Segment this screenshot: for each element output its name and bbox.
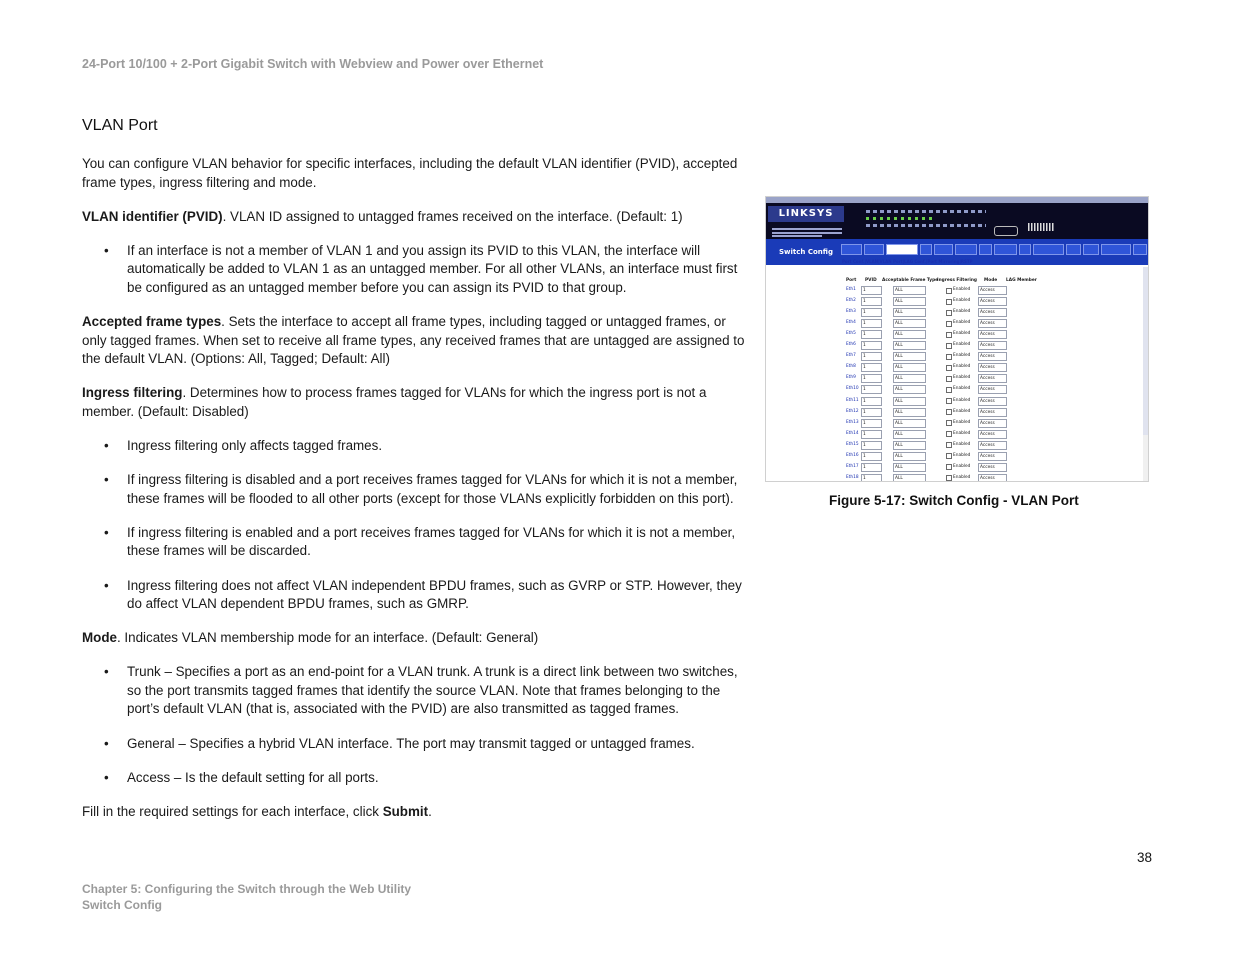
frame-type-select[interactable]: ALL bbox=[893, 352, 926, 361]
frame-type-select[interactable]: ALL bbox=[893, 297, 926, 306]
pvid-input[interactable]: 1 bbox=[861, 419, 882, 428]
port-cell: Eth10 bbox=[846, 386, 859, 392]
pvid-input[interactable]: 1 bbox=[861, 452, 882, 461]
accepted-description: . Sets the interface to accept all frame types, including tagged or untagged frames, or only tagged frames. When set to receive all frame types, any received frames that are untagged are assigned to the default VLAN. (Options: All, Tagged; Default: All) bbox=[82, 314, 745, 367]
mode-bullets bbox=[82, 663, 754, 787]
footer bbox=[82, 881, 411, 913]
ingress-checkbox[interactable] bbox=[946, 420, 952, 426]
mode-select[interactable]: Access bbox=[978, 385, 1007, 394]
ingress-checkbox[interactable] bbox=[946, 387, 952, 393]
footer-chapter: Chapter 5: Configuring the Switch through the Web Utility bbox=[82, 882, 412, 896]
accepted-paragraph bbox=[82, 313, 754, 369]
frame-type-select[interactable]: ALL bbox=[893, 419, 926, 428]
mode-select[interactable]: Access bbox=[978, 297, 1007, 306]
frame-type-select[interactable]: ALL bbox=[893, 397, 926, 406]
page-number: 38 bbox=[1137, 850, 1153, 865]
pvid-input[interactable]: 1 bbox=[861, 363, 882, 372]
ingress-checkbox[interactable] bbox=[946, 343, 952, 349]
table-row bbox=[846, 408, 1046, 417]
port-status-leds bbox=[866, 210, 986, 231]
ingress-label: Enabled bbox=[953, 386, 971, 392]
ingress-label: Enabled bbox=[953, 408, 971, 414]
list-item: • General – Specifies a hybrid VLAN interface. The port may transmit tagged or untagged frames. bbox=[82, 735, 754, 754]
port-cell: Eth5 bbox=[846, 331, 856, 337]
mode-select[interactable]: Access bbox=[978, 463, 1007, 472]
ingress-checkbox[interactable] bbox=[946, 376, 952, 382]
list-item: • If ingress filtering is enabled and a port receives frames tagged for VLANs for which it is not a member, these frames will be discarded. bbox=[104, 524, 736, 559]
ingress-description: . Determines how to process frames tagged for VLANs for which the ingress port is not a member. (Default: Disabled) bbox=[82, 385, 707, 419]
ingress-bullets bbox=[82, 437, 754, 614]
mode-select[interactable]: Access bbox=[978, 363, 1007, 372]
pvid-input[interactable]: 1 bbox=[861, 341, 882, 350]
mode-description: . Indicates VLAN membership mode for an interface. (Default: General) bbox=[116, 630, 539, 646]
frame-type-select[interactable]: ALL bbox=[893, 286, 926, 295]
ingress-checkbox[interactable] bbox=[946, 332, 952, 338]
mode-term: Mode bbox=[82, 630, 117, 646]
pvid-bullets bbox=[82, 242, 754, 298]
mode-select[interactable]: Access bbox=[978, 319, 1007, 328]
mode-select[interactable]: Access bbox=[978, 441, 1007, 450]
port-cell: Eth14 bbox=[846, 430, 859, 436]
ingress-label: Enabled bbox=[953, 320, 971, 326]
table-row bbox=[846, 463, 1046, 472]
pvid-input[interactable]: 1 bbox=[861, 319, 882, 328]
table-row bbox=[846, 441, 1046, 450]
list-item: • Trunk – Specifies a port as an end-point for a VLAN trunk. A trunk is a direct link between two switches, so the port transmits tagged frames that identify the source VLAN. Note that frames belonging to the port’s default VLAN (that is, associated with the PVID) are also transmitted as tagged frames. bbox=[104, 664, 738, 717]
pvid-term: VLAN identifier (PVID) bbox=[82, 208, 223, 224]
port-cell: Eth3 bbox=[846, 309, 856, 315]
mode-select[interactable]: Access bbox=[978, 341, 1007, 350]
port-cell: Eth7 bbox=[846, 353, 856, 359]
frame-type-select[interactable]: ALL bbox=[893, 474, 926, 482]
ingress-label: Enabled bbox=[953, 309, 971, 315]
table-row bbox=[846, 452, 1046, 461]
pvid-input[interactable]: 1 bbox=[861, 408, 882, 417]
frame-type-select[interactable]: ALL bbox=[893, 308, 926, 317]
console-port-icon bbox=[994, 226, 1018, 236]
ingress-term: Ingress filtering bbox=[82, 385, 183, 401]
list-item: • If ingress filtering is disabled and a port receives frames tagged for VLANs for which it is not a member, these frames will be flooded to all other ports (except for those VLANs explicitly forbidden on this port). bbox=[104, 472, 738, 506]
table-row bbox=[846, 341, 1046, 350]
ingress-checkbox[interactable] bbox=[946, 354, 952, 360]
body-text bbox=[82, 155, 754, 837]
ingress-label: Enabled bbox=[953, 353, 971, 359]
port-cell: Eth6 bbox=[846, 342, 856, 348]
frame-type-select[interactable]: ALL bbox=[893, 319, 926, 328]
mode-select[interactable]: Access bbox=[978, 419, 1007, 428]
frame-type-select[interactable]: ALL bbox=[893, 408, 926, 417]
mode-select[interactable]: Access bbox=[978, 374, 1007, 383]
bullet-marker: • bbox=[104, 472, 109, 488]
mode-select[interactable]: Access bbox=[978, 397, 1007, 406]
port-cell: Eth18 bbox=[846, 474, 859, 480]
frame-type-select[interactable]: ALL bbox=[893, 441, 926, 450]
ingress-checkbox[interactable] bbox=[946, 431, 952, 437]
list-item: • Access – Is the default setting for all ports. bbox=[82, 769, 754, 788]
port-cell: Eth12 bbox=[846, 408, 859, 414]
ingress-checkbox[interactable] bbox=[946, 464, 952, 470]
mode-select[interactable]: Access bbox=[978, 352, 1007, 361]
accepted-term: Accepted frame types bbox=[82, 314, 222, 330]
closing-paragraph: Fill in the required settings for each interface, click Submit. bbox=[82, 803, 432, 819]
bullet-marker: • bbox=[104, 664, 109, 680]
pvid-input[interactable]: 1 bbox=[861, 374, 882, 383]
mode-select[interactable]: Access bbox=[978, 286, 1007, 295]
frame-type-select[interactable]: ALL bbox=[893, 341, 926, 350]
ingress-label: Enabled bbox=[953, 474, 971, 480]
ingress-checkbox[interactable] bbox=[946, 442, 952, 448]
ingress-checkbox[interactable] bbox=[946, 288, 952, 294]
ingress-label: Enabled bbox=[953, 419, 971, 425]
ingress-label: Enabled bbox=[953, 375, 971, 381]
ingress-checkbox[interactable] bbox=[946, 365, 952, 371]
table-row bbox=[846, 286, 1046, 295]
breadcrumb: Port Conf.|VLAN|VLAN Port|LAG Conf.|Port Mirroring|RSTP bbox=[842, 259, 973, 264]
pvid-input[interactable]: 1 bbox=[861, 385, 882, 394]
ingress-label: Enabled bbox=[953, 463, 971, 469]
mode-select[interactable]: Access bbox=[978, 308, 1007, 317]
frame-type-select[interactable]: ALL bbox=[893, 374, 926, 383]
bullet-marker: • bbox=[104, 438, 109, 454]
nav-section-label: Switch Config bbox=[779, 248, 833, 256]
ingress-checkbox[interactable] bbox=[946, 398, 952, 404]
table-row bbox=[846, 352, 1046, 361]
mode-select[interactable]: Access bbox=[978, 452, 1007, 461]
frame-type-select[interactable]: ALL bbox=[893, 430, 926, 439]
bullet-marker: • bbox=[104, 524, 109, 540]
ingress-checkbox[interactable] bbox=[946, 475, 952, 481]
ingress-label: Enabled bbox=[953, 364, 971, 370]
intro-paragraph: You can configure VLAN behavior for specific interfaces, including the default VLAN identifier (PVID), accepted frame types, ingress filtering and mode. bbox=[82, 156, 738, 190]
ingress-label: Enabled bbox=[953, 452, 971, 458]
pvid-input[interactable]: 1 bbox=[861, 286, 882, 295]
table-row bbox=[846, 474, 1046, 482]
table-row bbox=[846, 330, 1046, 339]
mode-select[interactable]: Access bbox=[978, 408, 1007, 417]
port-cell: Eth15 bbox=[846, 441, 859, 447]
ingress-checkbox[interactable] bbox=[946, 310, 952, 316]
mode-select[interactable]: Access bbox=[978, 474, 1007, 482]
nav-tabs bbox=[841, 244, 1147, 254]
port-cell: Eth16 bbox=[846, 452, 859, 458]
ingress-label: Enabled bbox=[953, 441, 971, 447]
pvid-paragraph bbox=[82, 208, 754, 227]
ingress-label: Enabled bbox=[953, 397, 971, 403]
table-row bbox=[846, 308, 1046, 317]
vlan-port-screenshot: LINKSYS Switch Config Port Conf.|VLAN|VLAN Port|LAG Conf.|Port Mirroring|RSTP Port PVID Acceptable Frame Type Ingress Filtering Mode LAG Member Eth1 1 ALL Enabled Access Eth2 1 ALL Enabled Access Eth3 1 ALL Enabled Access Eth4 1 ALL Enabled Access Eth5 1 ALL Enabled Access Eth6 1 ALL Enabled Access Eth7 1 ALL Enabled Access Eth8 1 ALL Enabled Access Eth9 1 ALL Enabled Access Eth10 1 ALL Enabled Access Eth11 1 ALL Enabled Access Eth12 1 ALL Enabled Access Eth13 1 ALL Enabled Access Eth14 1 ALL Enabled Access Eth15 1 ALL Enabled Access Eth16 1 ALL Enabled Access Eth17 1 ALL Enabled Access Eth18 1 ALL Enabled Access bbox=[765, 196, 1149, 482]
frame-type-select[interactable]: ALL bbox=[893, 463, 926, 472]
ingress-checkbox[interactable] bbox=[946, 299, 952, 305]
ingress-checkbox[interactable] bbox=[946, 409, 952, 415]
pvid-input[interactable]: 1 bbox=[861, 330, 882, 339]
table-row bbox=[846, 374, 1046, 383]
mode-select[interactable]: Access bbox=[978, 430, 1007, 439]
port-cell: Eth2 bbox=[846, 298, 856, 304]
pvid-input[interactable]: 1 bbox=[861, 308, 882, 317]
frame-type-select[interactable]: ALL bbox=[893, 330, 926, 339]
submit-term: Submit bbox=[382, 803, 429, 819]
linksys-logo: LINKSYS bbox=[768, 206, 844, 222]
table-row bbox=[846, 397, 1046, 406]
mode-select[interactable]: Access bbox=[978, 330, 1007, 339]
pvid-input[interactable]: 1 bbox=[861, 474, 882, 482]
table-row bbox=[846, 419, 1046, 428]
cisco-logo-icon bbox=[1028, 223, 1054, 231]
port-cell: Eth9 bbox=[846, 375, 856, 381]
ingress-label: Enabled bbox=[953, 287, 971, 292]
table-row bbox=[846, 297, 1046, 306]
ingress-label: Enabled bbox=[953, 342, 971, 348]
pvid-input[interactable]: 1 bbox=[861, 297, 882, 306]
port-cell: Eth13 bbox=[846, 419, 859, 425]
bullet-marker: • bbox=[104, 769, 109, 785]
list-item: • Ingress filtering only affects tagged frames. bbox=[82, 437, 754, 456]
screenshot-header bbox=[766, 203, 1148, 239]
ingress-checkbox[interactable] bbox=[946, 453, 952, 459]
frame-type-select[interactable]: ALL bbox=[893, 452, 926, 461]
table-row bbox=[846, 430, 1046, 439]
list-item: • Ingress filtering does not affect VLAN independent BPDU frames, such as GVRP or STP. However, they do affect VLAN dependent BPDU frames, such as GMRP. bbox=[104, 577, 742, 612]
port-cell: Eth17 bbox=[846, 463, 859, 469]
pvid-input[interactable]: 1 bbox=[861, 463, 882, 472]
bullet-marker: • bbox=[104, 577, 109, 593]
table-row bbox=[846, 319, 1046, 328]
list-item: • If an interface is not a member of VLAN 1 and you assign its PVID to this VLAN, the interface will automatically be added to VLAN 1 as an untagged member. For all other VLANs, an interface must first be configured as an untagged member before you can assign its PVID to that group. bbox=[104, 242, 738, 295]
running-header: 24-Port 10/100 + 2-Port Gigabit Switch with Webview and Power over Ethernet bbox=[82, 57, 544, 71]
product-name-lines bbox=[772, 228, 842, 239]
screenshot-scrollbar bbox=[1143, 267, 1148, 481]
port-cell: Eth1 bbox=[846, 287, 856, 292]
pvid-input[interactable]: 1 bbox=[861, 430, 882, 439]
table-row bbox=[846, 363, 1046, 372]
footer-section: Switch Config bbox=[82, 898, 162, 912]
pvid-description: . VLAN ID assigned to untagged frames received on the interface. (Default: 1) bbox=[222, 208, 683, 224]
section-title: VLAN Port bbox=[82, 117, 158, 134]
figure-caption: Figure 5-17: Switch Config - VLAN Port bbox=[829, 493, 1079, 508]
pvid-input[interactable]: 1 bbox=[861, 397, 882, 406]
port-cell: Eth11 bbox=[846, 397, 859, 403]
table-row bbox=[846, 385, 1046, 394]
ingress-label: Enabled bbox=[953, 331, 971, 337]
frame-type-select[interactable]: ALL bbox=[893, 385, 926, 394]
ingress-checkbox[interactable] bbox=[946, 321, 952, 327]
port-cell: Eth4 bbox=[846, 320, 856, 326]
port-cell: Eth8 bbox=[846, 364, 856, 370]
ingress-label: Enabled bbox=[953, 298, 971, 304]
bullet-marker: • bbox=[104, 242, 109, 258]
frame-type-select[interactable]: ALL bbox=[893, 363, 926, 372]
pvid-input[interactable]: 1 bbox=[861, 441, 882, 450]
mode-paragraph bbox=[82, 629, 754, 648]
ingress-paragraph bbox=[82, 384, 754, 421]
pvid-input[interactable]: 1 bbox=[861, 352, 882, 361]
bullet-marker: • bbox=[104, 735, 109, 751]
ingress-label: Enabled bbox=[953, 430, 971, 436]
